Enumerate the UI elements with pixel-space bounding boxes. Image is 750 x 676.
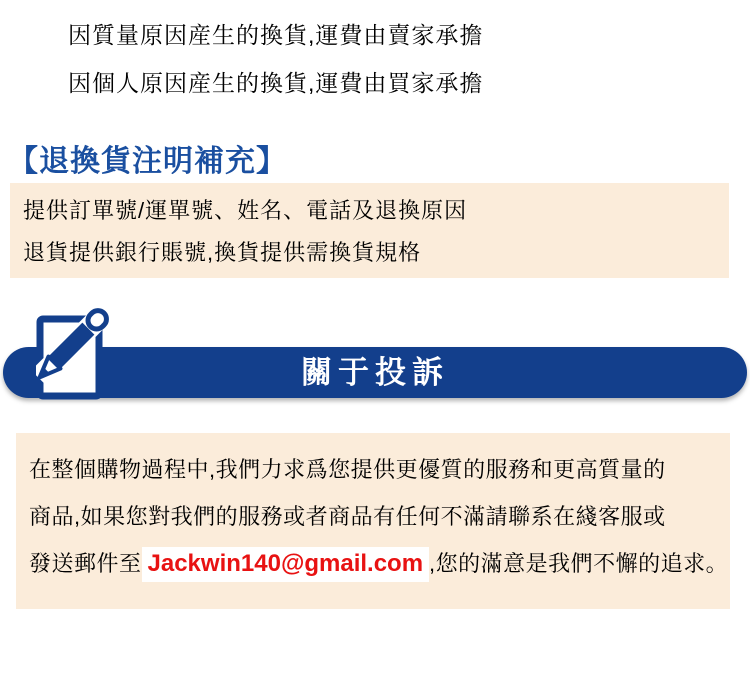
pencil-edit-icon xyxy=(36,303,112,401)
support-email: Jackwin140@gmail.com xyxy=(142,547,430,582)
return-note-box xyxy=(10,183,729,278)
return-note-line-1: 提供訂單號/運單號、姓名、電話及退換原因 xyxy=(23,198,468,223)
complaint-body-line-2: 商品,如果您對我們的服務或者商品有任何不滿請聯系在綫客服或 xyxy=(29,504,666,529)
return-note-heading: 【退換貨注明補充】 xyxy=(8,145,287,178)
complaint-body-line-3 xyxy=(29,540,730,587)
return-note-line-2: 退貨提供銀行賬號,換貨提供需換貨規格 xyxy=(23,240,422,265)
exchange-policy-buyer-line: 因個人原因産生的換貨,運費由買家承擔 xyxy=(68,70,484,96)
complaint-email-prefix: 發送郵件至 xyxy=(29,551,142,576)
complaint-body-line-1: 在整個購物過程中,我們力求爲您提供更優質的服務和更高質量的 xyxy=(29,457,666,482)
complaint-banner xyxy=(3,347,747,398)
complaint-body-box xyxy=(16,433,730,609)
complaint-email-suffix: ,您的滿意是我們不懈的追求。 xyxy=(429,551,729,576)
complaint-banner-title: 關于投訴 xyxy=(301,355,449,390)
exchange-policy-seller-line: 因質量原因産生的換貨,運費由賣家承擔 xyxy=(68,22,484,48)
